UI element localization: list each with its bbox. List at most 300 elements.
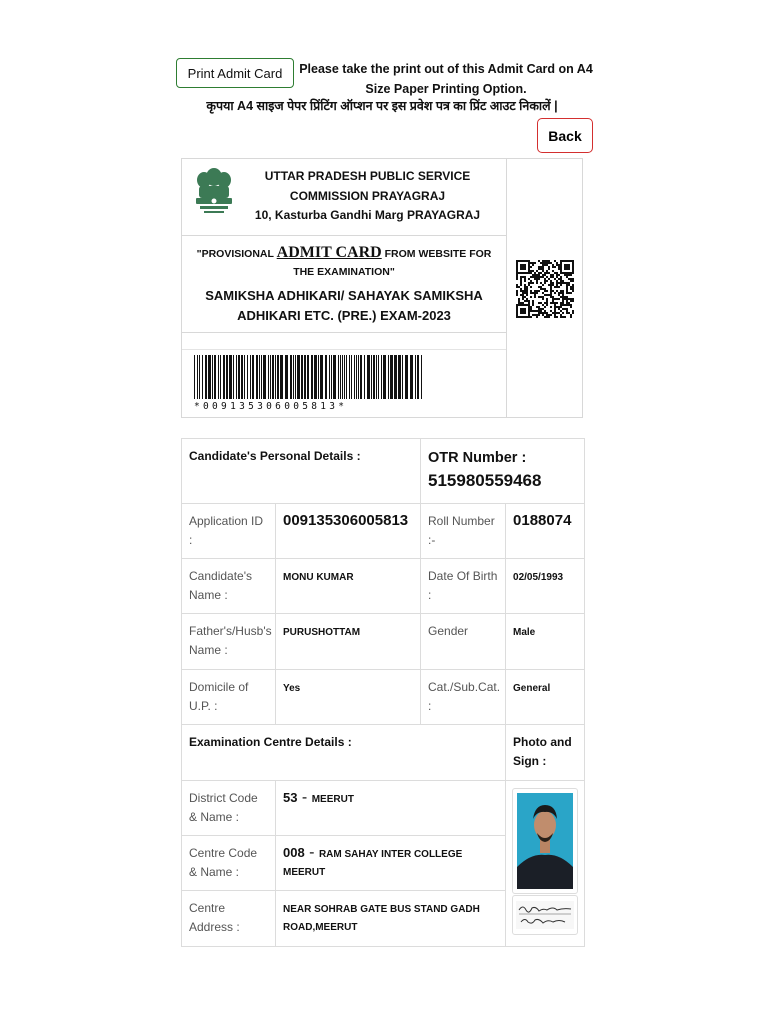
qr-module [520,310,522,312]
barcode-bar [320,355,323,399]
qr-module [528,272,530,274]
qr-module [556,282,558,284]
qr-module [570,314,572,316]
qr-module [570,278,572,280]
qr-module [528,308,530,310]
qr-module [552,284,554,286]
qr-module [556,264,558,266]
qr-module [528,300,530,302]
barcode-bar [226,355,228,399]
qr-module [572,272,574,274]
table-row [182,725,585,781]
qr-module [530,276,532,278]
barcode-bar [388,355,389,399]
qr-module [554,286,556,288]
table-row [182,504,585,559]
qr-module [554,304,556,306]
candidate-photo [512,788,578,894]
qr-module [548,294,550,296]
qr-module [524,292,526,294]
barcode-bar [250,355,251,399]
qr-module [562,304,564,306]
qr-module [554,298,556,300]
qr-module [550,282,552,284]
qr-module [554,302,556,304]
qr-module [516,286,518,288]
qr-module [546,316,548,318]
qr-module [566,290,568,292]
barcode-bar [280,355,283,399]
qr-module [556,284,558,286]
org-name [246,167,489,226]
qr-module [566,272,568,274]
barcode-bar [314,355,317,399]
application-id-value: 009135306005813 [276,504,421,559]
qr-module [542,260,544,262]
barcode-bar [223,355,225,399]
qr-module [538,302,540,304]
qr-module [536,270,538,272]
qr-module [570,306,572,308]
qr-module [566,284,568,286]
barcode-bar [259,355,260,399]
qr-module [566,274,568,276]
qr-module [528,314,530,316]
qr-module [550,296,552,298]
qr-module [538,272,540,274]
qr-module [564,316,566,318]
signature-image [513,896,577,934]
print-admit-card-button[interactable]: Print Admit Card [176,58,294,88]
qr-module [570,272,572,274]
qr-module [560,264,562,266]
qr-module [544,272,546,274]
qr-module [554,292,556,294]
application-id-label: Application ID : [182,504,276,559]
qr-module [568,266,570,268]
qr-module [548,284,550,286]
qr-module [536,306,538,308]
table-row [182,670,585,725]
qr-module [572,310,574,312]
qr-module [516,292,518,294]
barcode-bar [360,355,362,399]
gender-label: Gender [421,614,506,670]
qr-module [570,288,572,290]
org-address: 10, Kasturba Gandhi Marg PRAYAGRAJ [254,208,481,222]
barcode-bar [398,355,401,399]
qr-module [560,310,562,312]
qr-module [550,294,552,296]
qr-module [534,292,536,294]
qr-module [548,314,550,316]
otr-label: OTR Number : [428,450,527,466]
qr-module [544,264,546,266]
centre-details-title: Examination Centre Details : [182,725,506,781]
qr-module [550,314,552,316]
table-row [182,559,585,614]
provisional-title [192,244,496,281]
qr-module [546,304,548,306]
qr-module [558,286,560,288]
qr-module [522,310,524,312]
barcode-bar [356,355,357,399]
qr-module [560,296,562,298]
qr-module [520,260,522,262]
qr-module [546,302,548,304]
qr-module [566,286,568,288]
qr-module [522,308,524,310]
qr-module [550,302,552,304]
qr-module [516,262,518,264]
qr-module [534,262,536,264]
qr-module [546,294,548,296]
centre-address-value: NEAR SOHRAB GATE BUS STAND GADH ROAD,MEERUT [276,891,506,947]
qr-module [554,278,556,280]
qr-module [516,276,518,278]
qr-module [516,314,518,316]
qr-module [528,266,530,268]
qr-module [552,312,554,314]
qr-module [550,280,552,282]
qr-module [524,272,526,274]
candidate-name-label: Candidate's Name : [182,559,276,614]
barcode-bar [247,355,248,399]
qr-module [526,292,528,294]
qr-module [526,272,528,274]
qr-module [532,282,534,284]
qr-module [540,312,542,314]
qr-module [534,274,536,276]
qr-module [538,278,540,280]
barcode-bar [402,355,403,399]
admit-card-title: ADMIT CARD [276,244,382,261]
qr-module [544,282,546,284]
qr-module [524,266,526,268]
qr-module [548,260,550,262]
candidate-photo-image [513,789,577,893]
qr-module [552,302,554,304]
qr-module [532,274,534,276]
provisional-suffix: FROM WEBSITE FOR THE EXAMINATION" [293,248,492,278]
qr-module [554,314,556,316]
qr-module [554,312,556,314]
qr-module [516,312,518,314]
category-label: Cat./Sub.Cat. : [421,670,506,725]
qr-module [562,300,564,302]
qr-module [568,278,570,280]
qr-module [560,280,562,282]
qr-module [572,270,574,272]
qr-module [552,282,554,284]
back-button[interactable]: Back [537,118,593,153]
qr-module [548,262,550,264]
qr-module [548,278,550,280]
barcode-bar [394,355,397,399]
qr-module [524,276,526,278]
qr-module [538,286,540,288]
qr-module [556,276,558,278]
qr-module [560,282,562,284]
barcode-bar [349,355,350,399]
qr-module [524,300,526,302]
qr-module [522,260,524,262]
qr-module [534,314,536,316]
qr-module [556,298,558,300]
qr-module [562,302,564,304]
qr-module [542,276,544,278]
qr-module [552,276,554,278]
qr-module [550,286,552,288]
qr-module [528,312,530,314]
qr-module [520,284,522,286]
qr-module [564,268,566,270]
qr-module [544,306,546,308]
qr-module [568,282,570,284]
qr-module [524,290,526,292]
qr-module [554,310,556,312]
qr-module [542,298,544,300]
qr-module [568,284,570,286]
qr-module [560,266,562,268]
qr-module [516,316,518,318]
centre-separator: - [309,844,315,861]
qr-module [540,266,542,268]
qr-module [542,270,544,272]
district-value [276,781,506,836]
qr-module [530,282,532,284]
qr-module [542,262,544,264]
qr-module [550,262,552,264]
qr-module [538,314,540,316]
barcode-bar [390,355,393,399]
barcode-bar [275,355,276,399]
qr-module [526,298,528,300]
barcode-bar [376,355,377,399]
qr-module [536,274,538,276]
qr-module [570,298,572,300]
dob-value: 02/05/1993 [506,559,585,614]
qr-module [568,298,570,300]
qr-module [534,290,536,292]
qr-module [538,290,540,292]
qr-module [520,276,522,278]
barcode-bar [270,355,271,399]
qr-module [542,296,544,298]
qr-module [542,266,544,268]
qr-module [524,280,526,282]
barcode-bar [373,355,375,399]
qr-module [520,288,522,290]
qr-module [568,260,570,262]
qr-module [542,304,544,306]
qr-module [566,308,568,310]
qr-module [572,280,574,282]
barcode-bar [295,355,296,399]
qr-module [570,286,572,288]
qr-module [566,268,568,270]
qr-module [532,270,534,272]
qr-module [524,260,526,262]
qr-module [544,312,546,314]
qr-module [558,306,560,308]
qr-module [562,290,564,292]
qr-module [520,290,522,292]
qr-module [530,316,532,318]
qr-module [522,290,524,292]
otr-cell [421,439,585,504]
barcode-number: *009135306005813* [194,401,348,412]
qr-module [540,286,542,288]
qr-module [532,292,534,294]
org-line-2: COMMISSION PRAYAGRAJ [289,188,446,203]
qr-module [552,300,554,302]
qr-module [538,308,540,310]
qr-module [554,308,556,310]
admit-card-header [181,158,583,418]
district-name: MEERUT [311,794,354,805]
qr-module [560,316,562,318]
qr-module [518,304,520,306]
qr-module [522,272,524,274]
centre-address-label: Centre Address : [182,891,276,947]
qr-module [524,288,526,290]
card-left-column [182,159,507,417]
qr-module [572,266,574,268]
qr-module [570,274,572,276]
qr-module [556,262,558,264]
qr-module [526,288,528,290]
qr-module [538,296,540,298]
qr-module [546,312,548,314]
qr-module [572,300,574,302]
qr-module [542,264,544,266]
qr-module [568,272,570,274]
qr-module [556,272,558,274]
qr-module [558,278,560,280]
qr-module [530,306,532,308]
qr-module [520,280,522,282]
qr-module [548,266,550,268]
qr-module [516,272,518,274]
qr-module [566,282,568,284]
qr-module [532,314,534,316]
qr-module [562,294,564,296]
qr-module [568,264,570,266]
qr-module [550,276,552,278]
qr-module [562,312,564,314]
qr-module [518,302,520,304]
qr-module [546,272,548,274]
qr-module [566,260,568,262]
qr-module [528,310,530,312]
barcode-bar [381,355,382,399]
qr-module [572,262,574,264]
qr-module [550,290,552,292]
qr-module [516,268,518,270]
qr-module [540,308,542,310]
qr-module [566,312,568,314]
qr-module [564,304,566,306]
qr-module [540,296,542,298]
qr-module [520,282,522,284]
barcode-bar [311,355,313,399]
qr-module [548,272,550,274]
centre-label: Centre Code & Name : [182,836,276,891]
qr-module [544,288,546,290]
barcode-bar [410,355,413,399]
qr-module [558,298,560,300]
qr-module [536,316,538,318]
qr-module [544,274,546,276]
roll-number-value: 0188074 [506,504,585,559]
qr-module [532,276,534,278]
qr-module [536,276,538,278]
district-label: District Code & Name : [182,781,276,836]
qr-module [540,276,542,278]
qr-module [556,302,558,304]
qr-module [520,272,522,274]
qr-module [570,260,572,262]
qr-module [538,268,540,270]
qr-module [524,310,526,312]
qr-module [528,260,530,262]
photo-sign-label: Photo and Sign : [506,725,585,781]
barcode-bar [202,355,203,399]
qr-module [562,308,564,310]
qr-module [534,294,536,296]
qr-module [544,294,546,296]
barcode-bar [236,355,237,399]
barcode-bar [285,355,288,399]
qr-module [522,296,524,298]
qr-module [564,308,566,310]
barcode-bar [318,355,319,399]
qr-module [522,294,524,296]
qr-module [532,310,534,312]
qr-module [552,290,554,292]
qr-module [558,268,560,270]
qr-module [536,290,538,292]
qr-module [544,280,546,282]
qr-module [546,298,548,300]
barcode-bar [199,355,200,399]
barcode-bar [212,355,213,399]
qr-module [566,292,568,294]
qr-module [550,284,552,286]
qr-module [524,316,526,318]
qr-module [516,260,518,262]
district-separator: - [301,789,308,806]
centre-value [276,836,506,891]
barcode-bar [244,355,245,399]
qr-module [562,298,564,300]
qr-module [572,284,574,286]
qr-module [544,302,546,304]
qr-module [566,310,568,312]
qr-module [564,260,566,262]
qr-module [546,260,548,262]
qr-module [560,292,562,294]
barcode-image [192,355,428,405]
qr-module [540,268,542,270]
qr-module [550,306,552,308]
qr-module [534,278,536,280]
qr-module [524,284,526,286]
qr-module [542,274,544,276]
qr-module [522,302,524,304]
barcode-bar [364,355,365,399]
